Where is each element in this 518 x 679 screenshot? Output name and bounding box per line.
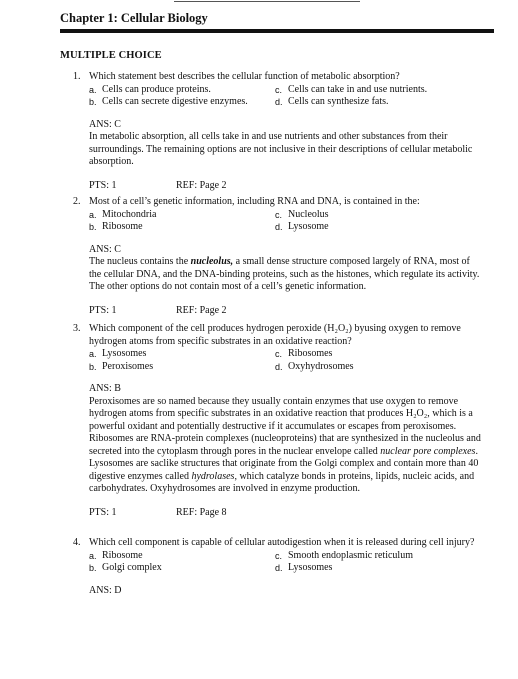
option-letter: d. [275, 97, 283, 107]
option-letter: c. [275, 349, 283, 359]
question-number: 2. [73, 196, 81, 207]
explanation [89, 256, 483, 294]
emphasis-term: nucleolus, [190, 256, 234, 267]
explanation-text: Peroxisomes are so named because they usually contain enzymes that use oxygen to remove hydrogen atoms from specific substrates in an oxidative reaction that produces H₂O₂, which is a powerful oxidant and potentially destructive if it accumulates or escapes from peroxisomes. Ribosomes are RNA-protein complexes (nucleoproteins) that are synthesized in the nucleolus and secreted into the cytoplasm through pores in the nuclear envelope called [89, 395, 481, 457]
options [89, 209, 483, 234]
answer: ANS: D [89, 584, 122, 596]
option-b [89, 96, 275, 109]
answer: ANS: B [89, 383, 121, 394]
reference-line [89, 180, 483, 193]
option-text: Oxyhydrosomes [288, 360, 354, 372]
option-d [275, 562, 475, 575]
explanation: In metabolic absorption, all cells take in and use nutrients and other substances from their surroundings. The remaining options are not inclusive in their descriptions of cellular metabolic absorption. [89, 131, 473, 167]
option-letter: b. [89, 563, 97, 573]
options [89, 550, 483, 575]
explanation-text: a small dense structure composed largely of RNA, most of the cellular DNA, and the DNA-binding proteins, such as the histones, which regulate its activity. The other options do not contain most of a cell’s genetic information. [89, 256, 480, 292]
option-text: Peroxisomes [102, 360, 154, 372]
heading-rule [60, 29, 494, 33]
reference-line [89, 507, 483, 520]
option-b [89, 361, 275, 374]
question-4 [73, 537, 483, 597]
points: PTS: 1 [89, 179, 117, 191]
option-letter: a. [89, 550, 97, 561]
option-letter: d. [275, 361, 283, 372]
option-text: Lysosomes [102, 348, 147, 359]
option-letter: a. [89, 209, 97, 220]
option-d [275, 221, 475, 234]
question-stem: Which statement best describes the cellular function of metabolic absorption? [89, 71, 400, 82]
answer: ANS: C [89, 243, 121, 255]
answer: ANS: C [89, 118, 121, 130]
chapter-title: Chapter 1: Cellular Biology [60, 11, 208, 25]
option-letter: d. [275, 222, 283, 232]
option-letter: b. [89, 97, 97, 107]
option-letter: c. [275, 550, 283, 561]
question-2 [73, 196, 483, 317]
option-c [275, 550, 475, 563]
question-stem: Which component of the cell produces hydrogen peroxide (H₂O₂) byusing oxygen to remove hydrogen atoms from specific substrates in an oxidative reaction? [89, 323, 461, 347]
points: PTS: 1 [89, 506, 117, 518]
option-c [275, 84, 475, 97]
top-divider [174, 1, 360, 2]
option-text: Ribosomes [288, 348, 333, 359]
option-a [89, 550, 275, 563]
option-a [89, 84, 275, 97]
option-text: Cells can secrete digestive enzymes. [102, 96, 248, 107]
option-b [89, 562, 275, 575]
option-letter: b. [89, 222, 97, 232]
explanation-text: The nucleus contains the [89, 256, 191, 267]
reference: REF: Page 8 [176, 506, 227, 518]
question-1 [73, 71, 483, 192]
option-b [89, 221, 275, 234]
option-text: Smooth endoplasmic reticulum [288, 549, 413, 561]
option-text: Golgi complex [102, 562, 162, 573]
option-a [89, 348, 275, 361]
question-number: 1. [73, 71, 81, 82]
question-3 [73, 323, 483, 519]
option-d [275, 361, 475, 374]
question-stem: Which cell component is capable of cellular autodigestion when it is released during cell injury? [89, 537, 475, 548]
option-text: Mitochondria [102, 208, 157, 220]
reference-line [89, 305, 483, 318]
option-d [275, 96, 475, 109]
explanation-text: , which catalyze bonds in proteins, lipids, nucleic acids, and carbohydrates. Oxyhydrosomes are involved in enzyme production. [89, 470, 475, 494]
question-number: 4. [73, 537, 81, 548]
explanation [89, 396, 483, 496]
option-letter: d. [275, 563, 283, 573]
option-text: Ribosome [102, 549, 143, 561]
option-letter: c. [275, 209, 283, 220]
question-number: 3. [73, 323, 81, 334]
explanation-text: . Lysosomes are saclike structures that originate from the Golgi complex and contain more than 40 digestive enzymes called [89, 445, 479, 482]
option-text: Cells can synthesize fats. [288, 96, 389, 107]
option-c [275, 209, 475, 222]
option-text: Cells can produce proteins. [102, 83, 211, 95]
option-text: Nucleolus [288, 208, 329, 220]
options [89, 348, 483, 373]
option-letter: b. [89, 361, 97, 372]
option-a [89, 209, 275, 222]
option-text: Ribosome [102, 221, 143, 232]
section-title: MULTIPLE CHOICE [60, 50, 162, 61]
option-letter: a. [89, 349, 97, 359]
reference: REF: Page 2 [176, 179, 227, 191]
reference: REF: Page 2 [176, 304, 227, 316]
emphasis-term: hydrolases [191, 470, 235, 482]
emphasis-term: nuclear pore complexes [380, 445, 476, 457]
options [89, 84, 483, 109]
option-c [275, 348, 475, 361]
option-letter: a. [89, 84, 97, 95]
option-text: Cells can take in and use nutrients. [288, 83, 428, 95]
points: PTS: 1 [89, 304, 117, 316]
option-text: Lysosomes [288, 562, 333, 573]
option-letter: c. [275, 84, 283, 95]
option-text: Lysosome [288, 221, 329, 232]
question-stem: Most of a cell’s genetic information, including RNA and DNA, is contained in the: [89, 196, 420, 207]
